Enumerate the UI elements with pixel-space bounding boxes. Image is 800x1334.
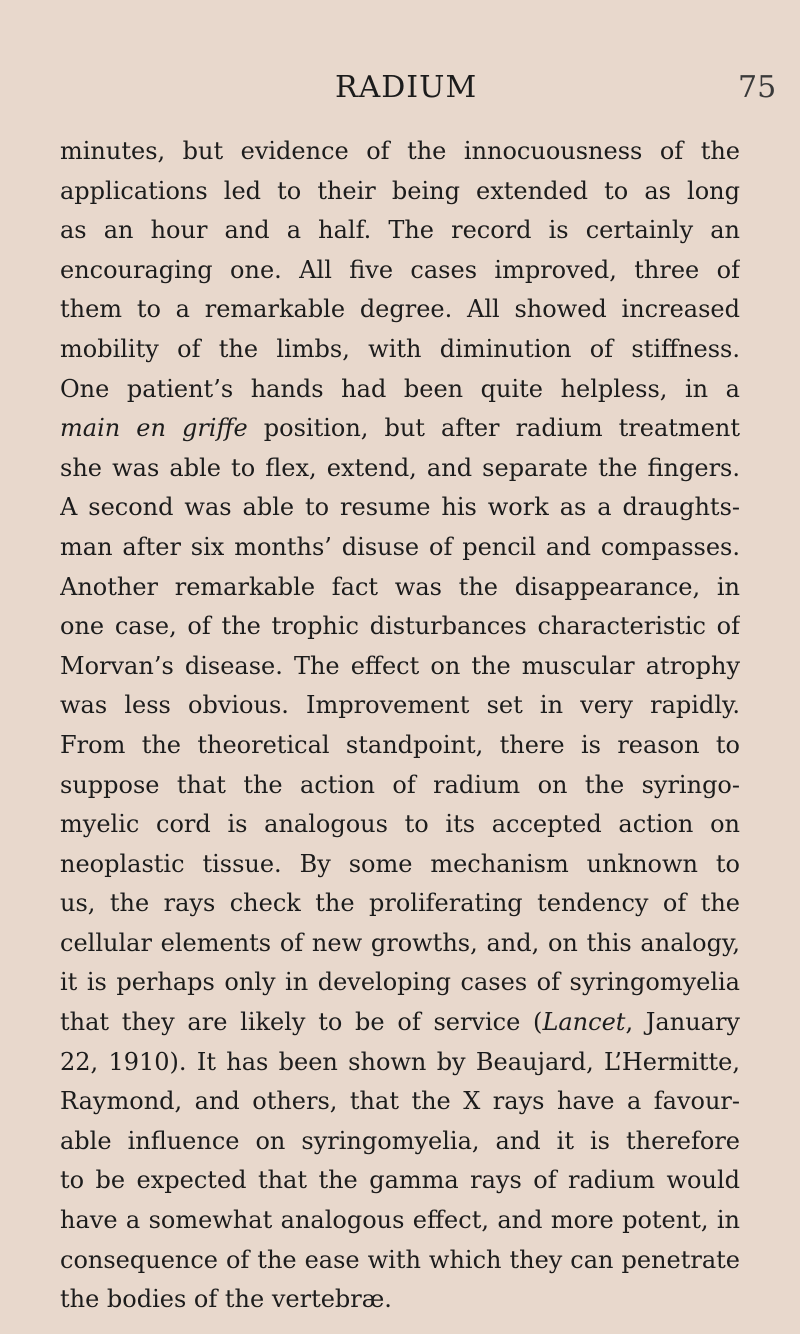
page-number: 75 — [738, 70, 777, 105]
text-segment: position, but after radium treatment — [247, 414, 740, 443]
text-segment: as an hour and a half. The record is certainly an — [60, 216, 740, 245]
text-segment: neoplastic tissue. By some mechanism unknown to — [60, 849, 740, 878]
text-line — [60, 568, 740, 608]
text-line — [60, 805, 740, 845]
text-segment: them to a remarkable degree. All showed increased — [60, 295, 740, 324]
text-segment: From the theoretical standpoint, there is reason to — [60, 730, 740, 759]
text-segment: Raymond, and others, that the X rays have a favour- — [60, 1087, 740, 1116]
text-line — [60, 132, 740, 172]
text-segment: one case, of the trophic disturbances characteristic of — [60, 612, 740, 641]
text-segment: able influence on syringomyelia, and it is therefore — [60, 1126, 740, 1155]
text-line — [60, 449, 740, 489]
text-segment: minutes, but evidence of the innocuousness of the — [60, 137, 740, 165]
text-segment: A second was able to resume his work as a draughts- — [60, 493, 740, 522]
text-line — [60, 528, 740, 568]
text-line — [60, 766, 740, 806]
text-segment: encouraging one. All five cases improved, three of — [60, 255, 740, 284]
body-text — [60, 132, 740, 1320]
text-segment: myelic cord is analogous to its accepted action on — [60, 810, 740, 839]
text-line — [60, 1082, 740, 1122]
text-segment: was less obvious. Improvement set in very rapidly. — [60, 691, 740, 720]
text-segment: us, the rays check the proliferating tendency of the — [60, 889, 740, 918]
text-line — [60, 1201, 740, 1241]
text-line — [60, 884, 740, 924]
text-segment: One patient’s hands had been quite helpless, in a — [60, 374, 740, 403]
text-line — [60, 290, 740, 330]
text-segment: cellular elements of new growths, and, on this analogy, — [60, 928, 740, 957]
text-segment: she was able to flex, extend, and separate the fingers. — [60, 453, 740, 482]
text-segment: it is perhaps only in developing cases of syringomyelia — [60, 968, 740, 997]
text-line — [60, 963, 740, 1003]
running-head-title: RADIUM — [335, 70, 478, 105]
text-line — [60, 845, 740, 885]
text-segment: Morvan’s disease. The effect on the muscular atrophy — [60, 651, 740, 680]
text-segment: suppose that the action of radium on the syringo- — [60, 770, 740, 799]
text-line — [60, 607, 740, 647]
text-segment: applications led to their being extended to as long — [60, 176, 740, 205]
text-line — [60, 647, 740, 687]
text-line — [60, 172, 740, 212]
text-segment: the bodies of the vertebræ. — [60, 1285, 392, 1314]
text-line — [60, 726, 740, 766]
text-segment: 22, 1910). It has been shown by Beaujard, L’Hermitte, — [60, 1047, 740, 1076]
text-line — [60, 686, 740, 726]
text-line — [60, 251, 740, 291]
text-segment: that they are likely to be of service ( — [60, 1008, 543, 1037]
text-line — [60, 1161, 740, 1201]
text-line — [60, 1043, 740, 1083]
italic-text: Lancet — [542, 1008, 626, 1037]
text-line — [60, 370, 740, 410]
text-line — [60, 1003, 740, 1043]
text-segment: man after six months’ disuse of pencil and compasses. — [60, 532, 740, 561]
text-line — [60, 409, 740, 449]
text-line — [60, 330, 740, 370]
text-segment: to be expected that the gamma rays of radium would — [60, 1166, 740, 1195]
text-line — [60, 1241, 740, 1281]
text-segment: consequence of the ease with which they can penetrate — [60, 1245, 740, 1274]
italic-text: main en griffe — [60, 414, 248, 443]
text-line — [60, 211, 740, 251]
text-segment: Another remarkable fact was the disappearance, in — [60, 572, 740, 601]
text-line — [60, 488, 740, 528]
text-segment: mobility of the limbs, with diminution of stiffness. — [60, 334, 740, 363]
text-line — [60, 1122, 740, 1162]
text-segment: have a somewhat analogous effect, and more potent, in — [60, 1206, 740, 1235]
text-line — [60, 924, 740, 964]
text-segment: , January — [625, 1008, 740, 1037]
running-head — [0, 68, 800, 108]
text-line — [60, 1280, 740, 1320]
